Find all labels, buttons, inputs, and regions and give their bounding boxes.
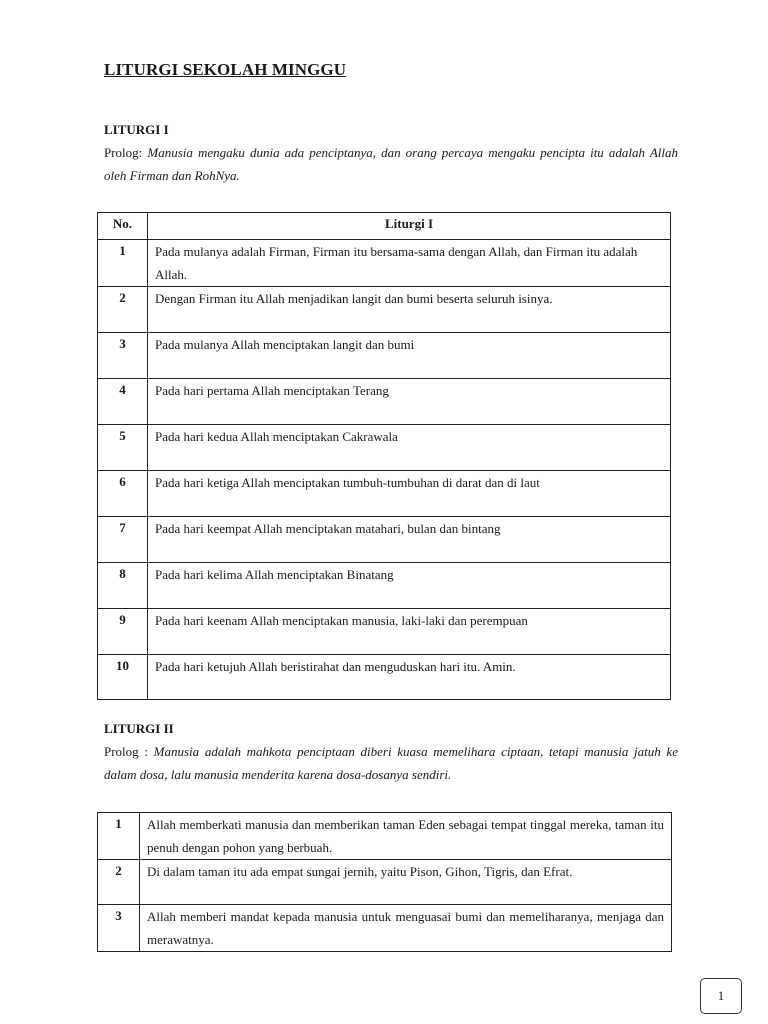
row-text: Pada hari keempat Allah menciptakan matahari, bulan dan bintang [148,517,671,563]
row-number: 2 [98,287,148,333]
row-number: 3 [98,333,148,379]
row-number: 8 [98,563,148,609]
row-text: Allah memberi mandat kepada manusia untuk menguasai bumi dan memeliharanya, menjaga dan merawatnya. [140,905,672,952]
prolog-text: Manusia mengaku dunia ada penciptanya, dan orang percaya mengaku pencipta itu adalah Allah oleh Firman dan RohNya. [104,145,678,183]
table-row [98,287,671,333]
row-text: Pada hari kedua Allah menciptakan Cakrawala [148,425,671,471]
header-no: No. [98,213,148,240]
liturgi-2-table [97,812,672,952]
row-text: Pada mulanya adalah Firman, Firman itu bersama-sama dengan Allah, dan Firman itu adalah Allah. [148,240,671,287]
row-number: 9 [98,609,148,655]
table-row [98,563,671,609]
row-number: 1 [98,813,140,860]
row-number: 3 [98,905,140,952]
table-row [98,240,671,287]
table-row [98,379,671,425]
row-number: 1 [98,240,148,287]
table-row [98,655,671,700]
table-row [98,905,672,952]
prolog-text: Manusia adalah mahkota penciptaan diberi kuasa memelihara ciptaan, tetapi manusia jatuh ke dalam dosa, lalu manusia menderita karena dosa-dosanya sendiri. [104,744,678,782]
table-row [98,425,671,471]
row-text: Pada hari ketujuh Allah beristirahat dan menguduskan hari itu. Amin. [148,655,671,700]
prolog-label: Prolog: [104,145,143,160]
prolog-label: Prolog : [104,744,148,759]
row-number: 4 [98,379,148,425]
table-row [98,471,671,517]
row-text: Di dalam taman itu ada empat sungai jernih, yaitu Pison, Gihon, Tigris, dan Efrat. [140,860,672,905]
row-text: Dengan Firman itu Allah menjadikan langit dan bumi beserta seluruh isinya. [148,287,671,333]
row-text: Pada hari ketiga Allah menciptakan tumbuh-tumbuhan di darat dan di laut [148,471,671,517]
table-row [98,609,671,655]
row-text: Pada hari pertama Allah menciptakan Terang [148,379,671,425]
liturgi-1-prolog [104,141,678,187]
table-header-row [98,213,671,240]
row-text: Allah memberkati manusia dan memberikan taman Eden sebagai tempat tinggal mereka, taman itu penuh dengan pohon yang berbuah. [140,813,672,860]
table-row [98,813,672,860]
row-text: Pada mulanya Allah menciptakan langit dan bumi [148,333,671,379]
table-row [98,517,671,563]
header-title: Liturgi I [148,213,671,240]
page-title: LITURGI SEKOLAH MINGGU [104,60,347,79]
liturgi-1-table [97,212,671,700]
row-number: 6 [98,471,148,517]
liturgi-1-heading: LITURGI I [104,122,169,137]
row-number: 10 [98,655,148,700]
row-number: 7 [98,517,148,563]
liturgi-2-heading: LITURGI II [104,721,174,736]
row-text: Pada hari kelima Allah menciptakan Binatang [148,563,671,609]
row-number: 2 [98,860,140,905]
row-text: Pada hari keenam Allah menciptakan manusia, laki-laki dan perempuan [148,609,671,655]
liturgi-2-prolog [104,740,678,786]
table-row [98,333,671,379]
table-row [98,860,672,905]
row-number: 5 [98,425,148,471]
page-number: 1 [700,978,742,1014]
